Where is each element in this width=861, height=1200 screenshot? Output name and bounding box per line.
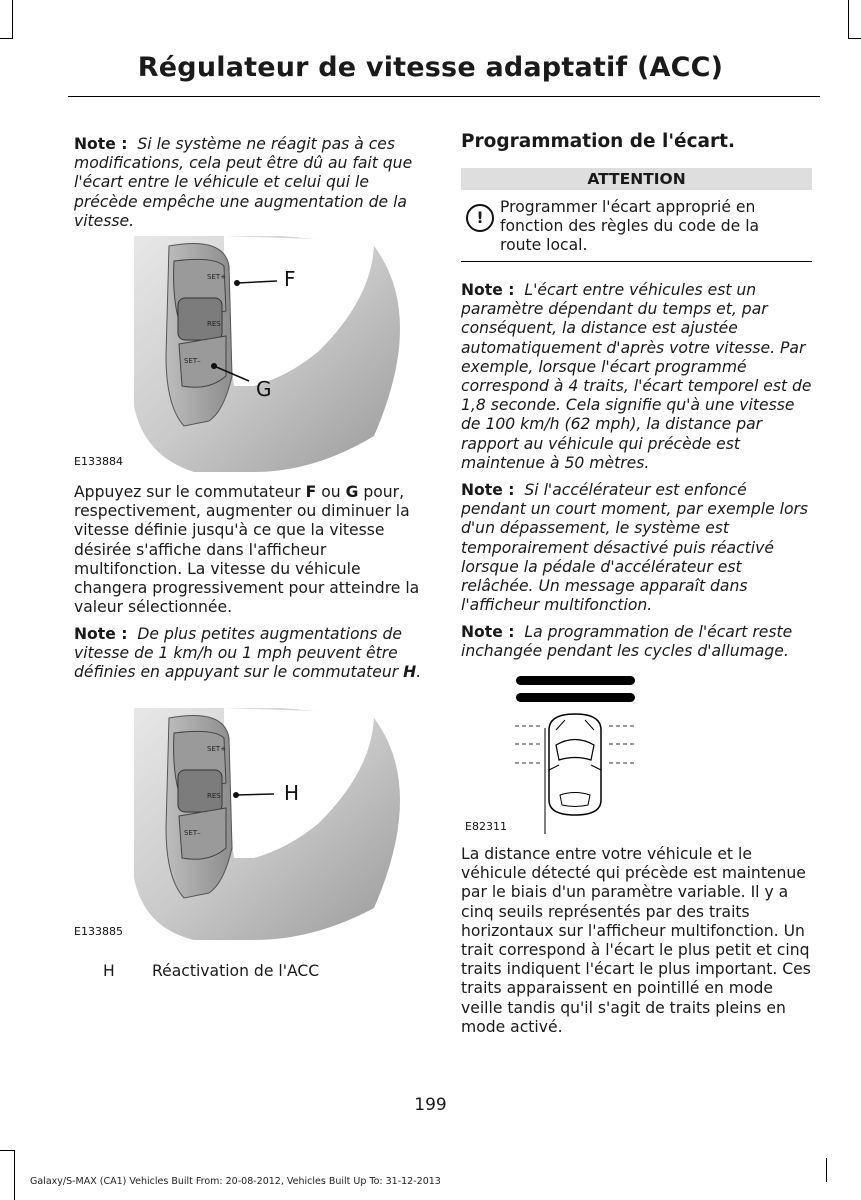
fig2-btn-res: RES	[207, 792, 221, 800]
figure-code: E133884	[74, 455, 123, 468]
header-divider	[68, 96, 820, 97]
attention-divider	[461, 261, 812, 262]
note-label: Note :	[74, 625, 128, 643]
fig1-btn-set-plus: SET+	[207, 273, 227, 281]
gap-display-illustration	[505, 670, 645, 836]
figure-code: E82311	[465, 820, 507, 833]
note-block	[461, 481, 813, 615]
crop-mark	[848, 38, 861, 39]
page-title: Régulateur de vitesse adaptatif (ACC)	[137, 52, 724, 83]
note-bold-h: H	[403, 663, 417, 682]
note-text: .	[416, 663, 422, 682]
fig1-btn-res: RES	[207, 320, 221, 328]
callout-h: H	[284, 781, 300, 805]
page-number: 199	[414, 1095, 447, 1115]
gap-display-figure	[505, 670, 645, 836]
crop-mark	[848, 0, 849, 38]
fig2-btn-set-minus: SET–	[184, 829, 201, 837]
attention-text: Programmer l'écart approprié en fonction des règles du code de la route local.	[500, 198, 760, 255]
note-label: Note :	[461, 623, 515, 641]
section-title: Programmation de l'écart.	[461, 131, 736, 152]
note-text: La programmation de l'écart reste inchangée pendant les cycles d'allumage.	[461, 623, 793, 661]
crop-mark	[826, 1158, 827, 1182]
note-block	[74, 135, 426, 231]
note-block	[461, 623, 813, 661]
key-letter: H	[103, 962, 115, 980]
steering-wheel-figure-h	[74, 708, 426, 940]
fig2-btn-set-plus: SET+	[207, 745, 227, 753]
note-text: Si le système ne réagit pas à ces modifications, cela peut être dû au fait que l'écart entre le véhicule et celui qui le précède empêche une augmentation de la vitesse.	[74, 135, 413, 230]
crop-mark	[0, 38, 13, 39]
attention-text-block	[500, 198, 805, 256]
note-label: Note :	[74, 135, 128, 153]
note-label: Note :	[461, 481, 515, 499]
callout-f: F	[284, 267, 296, 291]
callout-g: G	[256, 377, 272, 401]
note-text: De plus petites augmentations de vitesse de 1 km/h ou 1 mph peuvent être définies en appuyant sur le commutateur	[74, 625, 404, 682]
para-text: pour, respectivement, augmenter ou diminuer la vitesse définie jusqu'à ce que la vitesse désirée s'affiche dans l'afficheur multifonction. La vitesse du véhicule changera progressivement pour atteindre la valeur sélectionnée.	[74, 483, 420, 617]
steering-wheel-illustration	[74, 708, 426, 940]
figure-code: E133885	[74, 925, 123, 938]
note-text: Si l'accélérateur est enfoncé pendant un court moment, par exemple lors d'un dépassement, le système est temporairement désactivé puis réactivé lorsque la pédale d'accélérateur est relâchée. Un message apparaît dans l'afficheur multifonction.	[461, 481, 809, 615]
steering-wheel-figure-fg	[74, 236, 426, 472]
para-bold-f: F	[305, 483, 317, 501]
steering-wheel-illustration	[74, 236, 426, 472]
footer-text: Galaxy/S-MAX (CA1) Vehicles Built From: 20-08-2012, Vehicles Built Up To: 31-12-2013	[30, 1176, 441, 1187]
fig1-btn-set-minus: SET–	[184, 357, 201, 365]
para-text: ou	[316, 483, 346, 501]
note-text: L'écart entre véhicules est un paramètre dépendant du temps et, par conséquent, la distance est ajustée automatiquement d'après votre vitesse. Par exemple, lorsque l'écart programmé correspond à 4 traits, l'écart temporel est de 1,8 seconde. Cela signifie qu'à une vitesse de 100 km/h (62 mph), la distance par rapport au véhicule qui précède est maintenue à 50 mètres.	[461, 281, 812, 472]
note-block	[461, 281, 813, 473]
note-label: Note :	[461, 281, 515, 299]
key-description: Réactivation de l'ACC	[152, 962, 320, 980]
crop-mark	[14, 1150, 15, 1200]
crop-mark	[12, 0, 13, 38]
paragraph-gap	[461, 845, 813, 1037]
warning-icon: !	[466, 204, 494, 232]
para-text: La distance entre votre véhicule et le véhicule détecté qui précède est maintenue par le biais d'un paramètre variable. Il y a cinq seuils représentés par des traits horizontaux sur l'afficheur multifonction. Un trait correspond à l'écart le plus petit et cinq traits indiquent l'écart le plus important. Ces traits apparaissent en pointillé en mode veille tandis qu'il s'agit de traits pleins en mode activé.	[461, 845, 811, 1036]
note-block	[74, 625, 426, 683]
attention-banner: ATTENTION	[461, 168, 812, 190]
para-text: Appuyez sur le commutateur	[74, 483, 306, 501]
crop-mark	[0, 1150, 14, 1151]
paragraph-fg	[74, 483, 426, 617]
para-bold-g: G	[345, 483, 359, 501]
